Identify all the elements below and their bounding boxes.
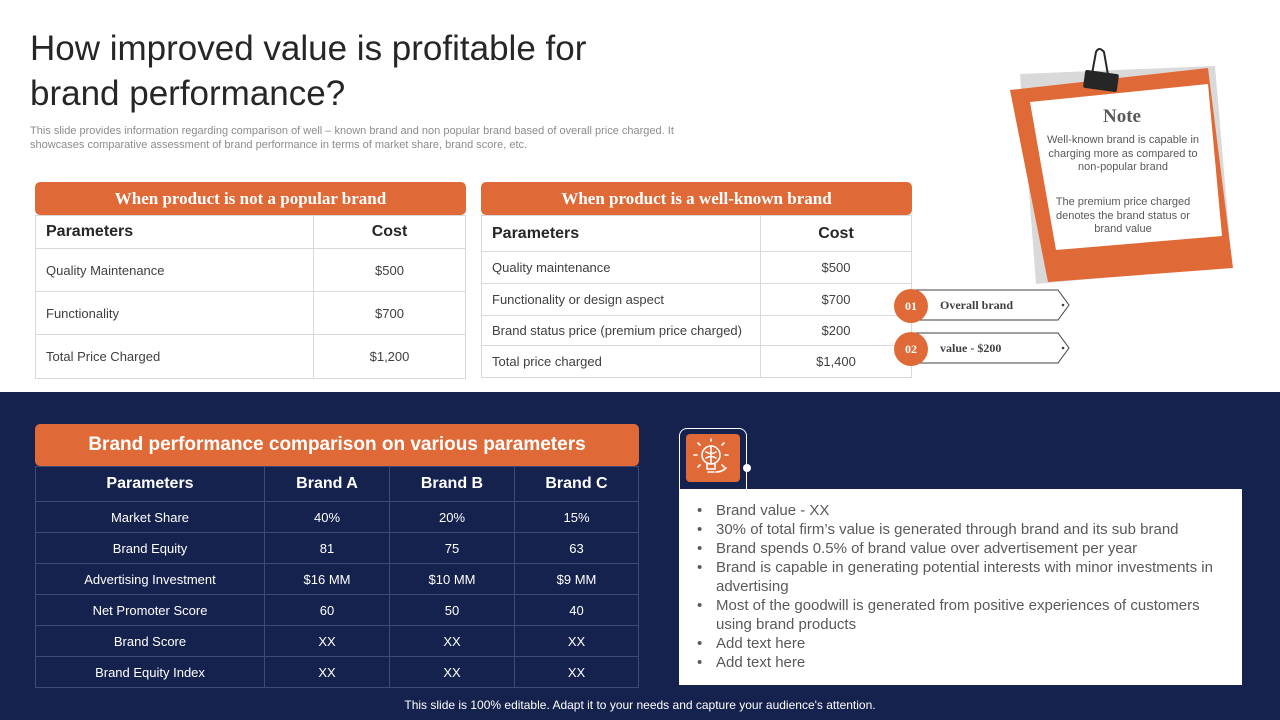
table-cell: XX: [265, 626, 390, 657]
list-item: • Most of the goodwill is generated from positive experiences of customers using brand products: [697, 596, 1230, 634]
parameter-cell: Quality maintenance: [482, 252, 761, 284]
table-cell: 63: [515, 533, 639, 564]
not-popular-brand-heading: When product is not a popular brand: [35, 182, 466, 215]
cost-cell: $1,400: [761, 346, 912, 378]
table-cell: XX: [515, 657, 639, 688]
not-popular-brand-panel: [35, 182, 466, 379]
not-popular-brand-table: [35, 215, 466, 379]
list-item: • Brand is capable in generating potential interests with minor investments in advertising: [697, 558, 1230, 596]
table-cell: Advertising Investment: [36, 564, 265, 595]
table-cell: Brand Equity: [36, 533, 265, 564]
table-row: [482, 284, 912, 316]
table-cell: 20%: [390, 502, 515, 533]
table-row: [482, 316, 912, 346]
parameter-cell: Total Price Charged: [36, 335, 314, 379]
note-text-2: The premium price charged denotes the brand status or brand value: [1055, 196, 1191, 235]
note-text-1: Well-known brand is capable in charging more as compared to non-popular brand: [1046, 134, 1200, 173]
table-cell: $16 MM: [265, 564, 390, 595]
table-cell: XX: [390, 657, 515, 688]
table-row: [482, 252, 912, 284]
table-cell: XX: [390, 626, 515, 657]
table-cell: 75: [390, 533, 515, 564]
parameter-cell: Brand status price (premium price charged): [482, 316, 761, 346]
parameter-cell: Functionality or design aspect: [482, 284, 761, 316]
list-item: • Add text here: [697, 653, 1230, 672]
table-row: [36, 335, 466, 379]
table-cell: Brand Score: [36, 626, 265, 657]
column-header-parameters: Parameters: [36, 216, 314, 249]
table-cell: 81: [265, 533, 390, 564]
column-header: Brand C: [515, 467, 639, 502]
table-row: [36, 292, 466, 335]
list-item: • 30% of total firm’s value is generated through brand and its sub brand: [697, 520, 1230, 539]
table-row: [36, 564, 639, 595]
table-cell: 15%: [515, 502, 639, 533]
table-row: [36, 626, 639, 657]
table-cell: $9 MM: [515, 564, 639, 595]
list-item: • Brand spends 0.5% of brand value over advertisement per year: [697, 539, 1230, 558]
table-row: [36, 502, 639, 533]
list-item: • Brand value - XX: [697, 501, 1230, 520]
column-header: Brand B: [390, 467, 515, 502]
performance-heading: Brand performance comparison on various parameters: [35, 424, 639, 466]
connector-dot: [743, 464, 751, 472]
tag-label: Overall brand: [940, 298, 1014, 312]
column-header: Parameters: [36, 467, 265, 502]
cost-cell: $1,200: [314, 335, 466, 379]
cost-cell: $700: [761, 284, 912, 316]
column-header: Brand A: [265, 467, 390, 502]
well-known-brand-heading: When product is a well-known brand: [481, 182, 912, 215]
tag-number: 01: [894, 289, 928, 323]
table-row: [482, 346, 912, 378]
cost-cell: $500: [314, 249, 466, 292]
table-cell: 40: [515, 595, 639, 626]
footer-text: This slide is 100% editable. Adapt it to your needs and capture your audience's attention.: [404, 698, 876, 712]
well-known-brand-table: [481, 215, 912, 378]
well-known-brand-panel: [481, 182, 912, 378]
table-cell: 60: [265, 595, 390, 626]
column-header-cost: Cost: [314, 216, 466, 249]
tag-label: value - $200: [940, 341, 1002, 355]
table-cell: XX: [515, 626, 639, 657]
table-cell: Brand Equity Index: [36, 657, 265, 688]
table-cell: XX: [265, 657, 390, 688]
insights-panel: [679, 489, 1242, 685]
tag-number: 02: [894, 332, 928, 366]
performance-table: [35, 466, 639, 688]
table-row: [36, 657, 639, 688]
table-cell: 40%: [265, 502, 390, 533]
cost-cell: $200: [761, 316, 912, 346]
brain-bulb-icon: [686, 434, 740, 482]
table-row: [36, 533, 639, 564]
column-header-parameters: Parameters: [482, 216, 761, 252]
table-row: [36, 595, 639, 626]
parameter-cell: Quality Maintenance: [36, 249, 314, 292]
table-cell: Market Share: [36, 502, 265, 533]
table-cell: Net Promoter Score: [36, 595, 265, 626]
note-title: Note: [1103, 106, 1141, 127]
page-subtitle: This slide provides information regarding comparison of well – known brand and non popular brand based of overall price charged. It showcases comparative assessment of brand performance in terms of market share, brand score, etc.: [30, 125, 674, 151]
list-item: • Add text here: [697, 634, 1230, 653]
callout-tag-02: [894, 332, 1070, 364]
page-title: How improved value is profitable for brand performance?: [30, 29, 587, 113]
table-cell: 50: [390, 595, 515, 626]
parameter-cell: Functionality: [36, 292, 314, 335]
insights-list: [697, 501, 1230, 672]
table-row: [36, 249, 466, 292]
cost-cell: $500: [761, 252, 912, 284]
parameter-cell: Total price charged: [482, 346, 761, 378]
cost-cell: $700: [314, 292, 466, 335]
table-cell: $10 MM: [390, 564, 515, 595]
column-header-cost: Cost: [761, 216, 912, 252]
